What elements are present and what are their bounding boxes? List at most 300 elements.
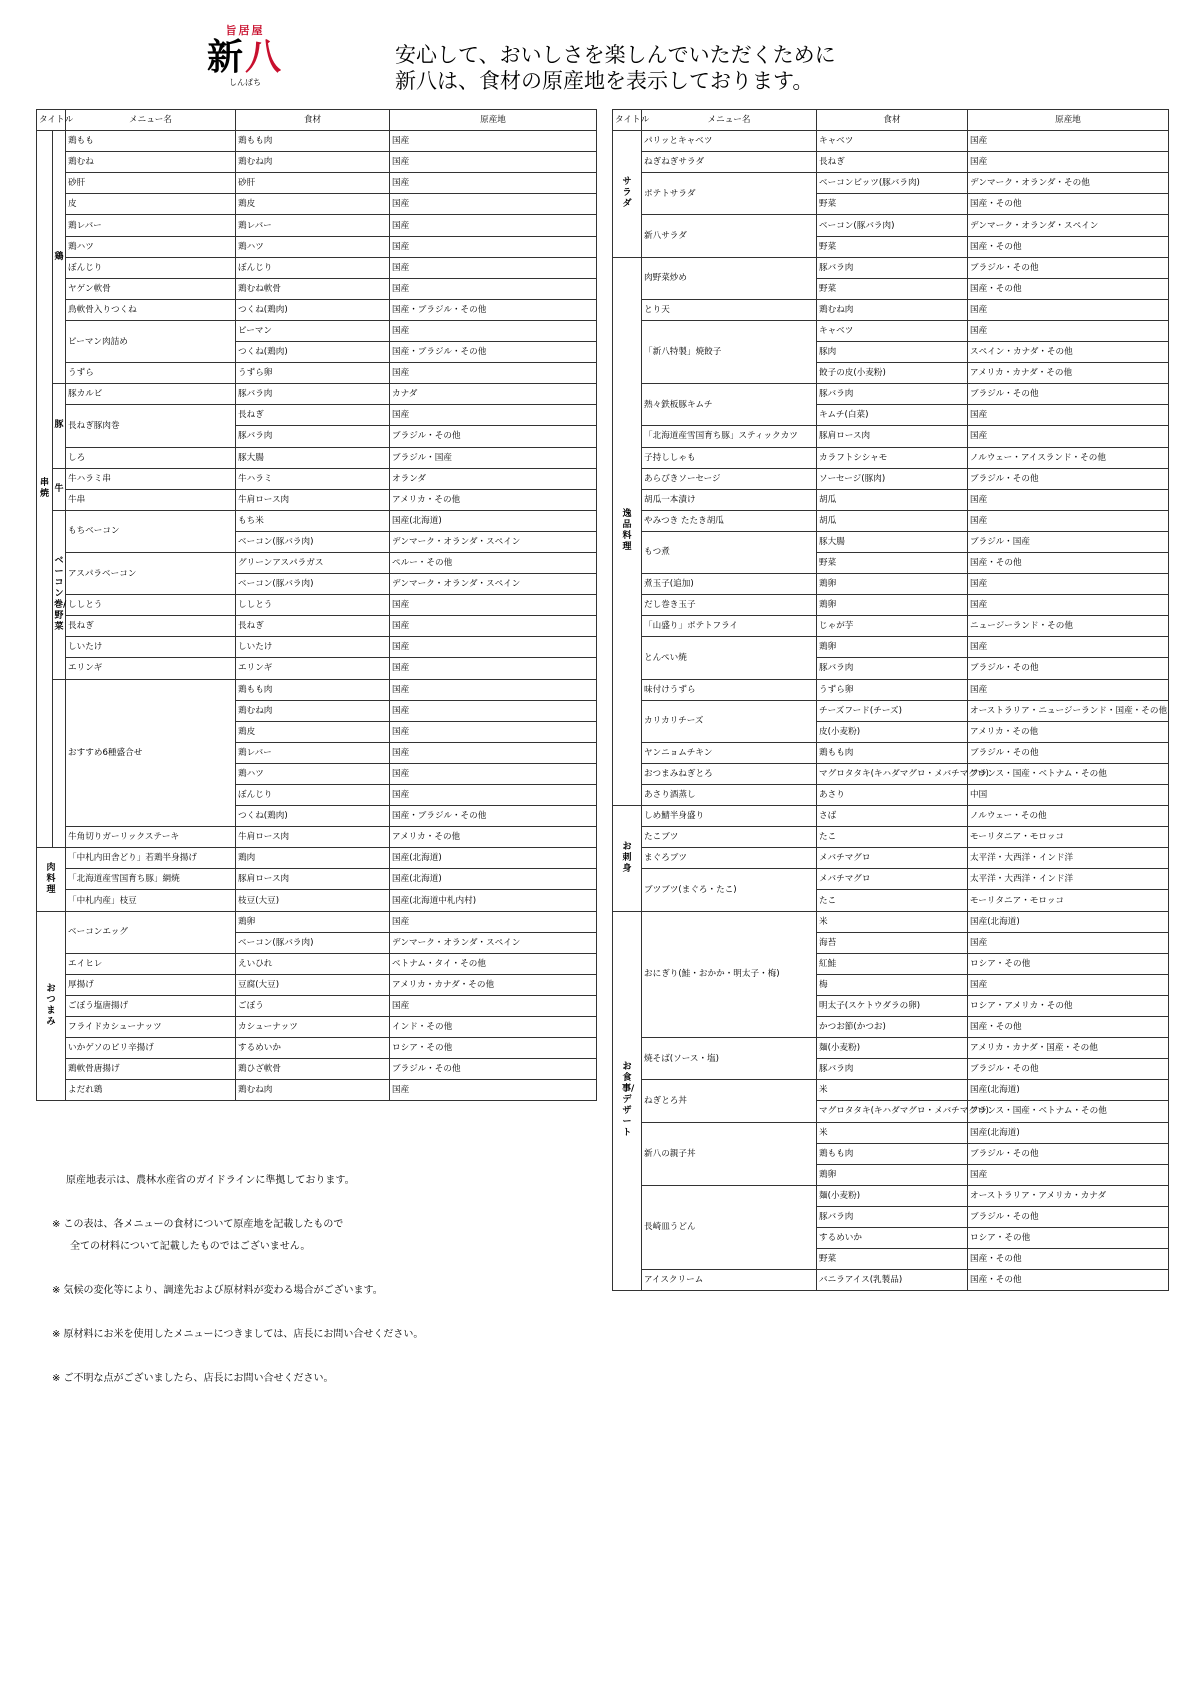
table-row	[37, 489, 597, 510]
category-label-text: おつまみ	[46, 983, 56, 1027]
origin: ブラジル・その他	[968, 1143, 1169, 1164]
menu-name: ねぎとろ丼	[642, 1080, 817, 1122]
table-row	[613, 742, 1169, 763]
ingredient: 鶏卵	[817, 574, 968, 595]
origin: 国産	[390, 320, 597, 341]
origin: ブラジル・その他	[968, 658, 1169, 679]
table-row	[613, 510, 1169, 531]
ingredient: 米	[817, 1080, 968, 1101]
ingredient: 豚バラ肉	[817, 1059, 968, 1080]
origin: ブラジル・その他	[968, 257, 1169, 278]
origin: アメリカ・カナダ・その他	[390, 974, 597, 995]
ingredient: 野菜	[817, 278, 968, 299]
ingredient: 鶏卵	[236, 911, 390, 932]
category-label-text: 牛	[54, 483, 64, 494]
origin: 国産	[390, 152, 597, 173]
menu-name: だし巻き玉子	[642, 595, 817, 616]
ingredient: ぼんじり	[236, 785, 390, 806]
menu-name: しいたけ	[66, 637, 236, 658]
table-row	[37, 974, 597, 995]
table-row	[37, 1059, 597, 1080]
logo-reading: しんぱち	[229, 78, 261, 87]
origin: スペイン・カナダ・その他	[968, 342, 1169, 363]
origin: 国産・ブラジル・その他	[390, 806, 597, 827]
ingredient: ベーコン(豚バラ肉)	[236, 531, 390, 552]
ingredient: 砂肝	[236, 173, 390, 194]
category-label	[613, 131, 642, 258]
menu-name: 牛ハラミ串	[66, 468, 236, 489]
ingredient: カラフトシシャモ	[817, 447, 968, 468]
origin: 国産	[390, 1080, 597, 1101]
table-row	[37, 405, 597, 426]
category-label-text: サラダ	[622, 177, 632, 210]
origin: ブラジル・その他	[968, 384, 1169, 405]
origin: ベトナム・タイ・その他	[390, 953, 597, 974]
origin: 国産・その他	[968, 1017, 1169, 1038]
origin: 国産	[390, 278, 597, 299]
table-row	[37, 869, 597, 890]
ingredient: 長ねぎ	[817, 152, 968, 173]
table-row	[37, 827, 597, 848]
table-row	[37, 637, 597, 658]
category-label	[613, 257, 642, 805]
menu-name: 新八サラダ	[642, 215, 817, 257]
menu-name: ヤンニョムチキン	[642, 742, 817, 763]
logo	[190, 24, 300, 94]
origin: 国産	[968, 1164, 1169, 1185]
origin: 国産(北海道)	[390, 510, 597, 531]
ingredient: マグロタタキ(キハダマグロ・メバチマグロ)	[817, 1101, 968, 1122]
ingredient: 鶏ハツ	[236, 236, 390, 257]
ingredient: 野菜	[817, 552, 968, 573]
menu-name: ぼんじり	[66, 257, 236, 278]
table-row	[613, 848, 1169, 869]
ingredient: ベーコン(豚バラ肉)	[236, 932, 390, 953]
ingredient: 紅鮭	[817, 953, 968, 974]
category-label	[613, 806, 642, 911]
ingredient: 豚大腸	[236, 447, 390, 468]
ingredient: たこ	[817, 890, 968, 911]
ingredient: じゃが芋	[817, 616, 968, 637]
origin: ロシア・その他	[390, 1038, 597, 1059]
menu-name: エイヒレ	[66, 953, 236, 974]
ingredient: 鶏むね肉	[236, 152, 390, 173]
table-row	[613, 637, 1169, 658]
origin: 国産(北海道)	[968, 1122, 1169, 1143]
ingredient: グリーンアスパラガス	[236, 552, 390, 573]
table-row	[37, 320, 597, 341]
category-label	[613, 911, 642, 1291]
ingredient: かつお節(かつお)	[817, 1017, 968, 1038]
menu-name: 牛角切りガーリックステーキ	[66, 827, 236, 848]
origin: 国産・その他	[968, 278, 1169, 299]
ingredient: えいひれ	[236, 953, 390, 974]
origin: 国産	[390, 616, 597, 637]
origin: 国産・その他	[968, 236, 1169, 257]
menu-name: 砂肝	[66, 173, 236, 194]
table-row	[37, 173, 597, 194]
table-row	[37, 679, 597, 700]
menu-name: ブツブツ(まぐろ・たこ)	[642, 869, 817, 911]
headline-line-2: 新八は、食材の原産地を表示しております。	[395, 69, 814, 93]
ingredient: 鶏レバー	[236, 742, 390, 763]
ingredient: 鶏むね肉	[817, 299, 968, 320]
category-label-text: お刺身	[622, 841, 632, 874]
ingredient: するめいか	[236, 1038, 390, 1059]
table-row	[37, 384, 597, 405]
ingredient: 鶏卵	[817, 637, 968, 658]
menu-name: しろ	[66, 447, 236, 468]
origin-table-right	[612, 109, 1169, 1291]
logo-char-hachi: 八	[245, 37, 284, 78]
origin: ブラジル・その他	[968, 1206, 1169, 1227]
ingredient: キャベツ	[817, 320, 968, 341]
origin: 太平洋・大西洋・インド洋	[968, 848, 1169, 869]
menu-name: あさり酒蒸し	[642, 785, 817, 806]
origin: ブラジル・その他	[390, 426, 597, 447]
menu-name: 長ねぎ豚肉巻	[66, 405, 236, 447]
menu-name: 「新八特製」焼餃子	[642, 320, 817, 383]
ingredient: 牛肩ロース肉	[236, 489, 390, 510]
category-label	[53, 510, 66, 679]
category-label	[53, 468, 66, 510]
table-row	[613, 152, 1169, 173]
ingredient: ベーコン(豚バラ肉)	[817, 215, 968, 236]
header-menu: メニュー名	[642, 110, 817, 131]
table-row	[613, 869, 1169, 890]
ingredient: もち米	[236, 510, 390, 531]
origin: ノルウェー・その他	[968, 806, 1169, 827]
origin: 国産	[968, 595, 1169, 616]
origin: 国産	[968, 932, 1169, 953]
origin: 国産	[390, 131, 597, 152]
origin: ニュージーランド・その他	[968, 616, 1169, 637]
ingredient: 鶏皮	[236, 721, 390, 742]
table-row	[37, 447, 597, 468]
ingredient: 豚大腸	[817, 531, 968, 552]
origin: 国産	[390, 405, 597, 426]
menu-name: 鶏ハツ	[66, 236, 236, 257]
table-row	[37, 236, 597, 257]
ingredient: うずら卵	[817, 679, 968, 700]
ingredient: キャベツ	[817, 131, 968, 152]
origin: 国産	[390, 700, 597, 721]
ingredient: ぼんじり	[236, 257, 390, 278]
ingredient: 豚バラ肉	[817, 658, 968, 679]
ingredient: つくね(鶏肉)	[236, 806, 390, 827]
ingredient: 野菜	[817, 236, 968, 257]
menu-name: 豚カルビ	[66, 384, 236, 405]
table-row	[613, 763, 1169, 784]
ingredient: 豚肩ロース肉	[817, 426, 968, 447]
origin: 中国	[968, 785, 1169, 806]
category-label-text: ベーコン巻/野菜	[54, 556, 67, 633]
ingredient: うずら卵	[236, 363, 390, 384]
menu-name: おつまみねぎとろ	[642, 763, 817, 784]
headline-line-1: 安心して、おいしさを楽しんでいただくために	[395, 43, 836, 67]
header-menu: メニュー名	[66, 110, 236, 131]
menu-name: ヤゲン軟骨	[66, 278, 236, 299]
origin: 国産	[968, 637, 1169, 658]
table-row	[613, 911, 1169, 932]
menu-name: 味付けうずら	[642, 679, 817, 700]
ingredient: たこ	[817, 827, 968, 848]
ingredient: ごぼう	[236, 995, 390, 1016]
ingredient: 鶏むね肉	[236, 700, 390, 721]
origin: 国産(北海道)	[968, 1080, 1169, 1101]
origin: 国産	[390, 194, 597, 215]
origin: 国産	[968, 426, 1169, 447]
category-label	[37, 911, 66, 1101]
origin: 国産	[390, 257, 597, 278]
table-row	[37, 1080, 597, 1101]
origin: 国産(北海道)	[390, 848, 597, 869]
category-label	[53, 131, 66, 384]
table-row	[37, 131, 597, 152]
origin: 国産・その他	[968, 1249, 1169, 1270]
table-header-row	[613, 110, 1169, 131]
origin: アメリカ・カナダ・その他	[968, 363, 1169, 384]
origin: 国産	[390, 763, 597, 784]
menu-name: 焼そば(ソース・塩)	[642, 1038, 817, 1080]
ingredient: 麺(小麦粉)	[817, 1185, 968, 1206]
ingredient: 明太子(スケトウダラの卵)	[817, 995, 968, 1016]
menu-name: 長ねぎ	[66, 616, 236, 637]
ingredient: 鶏もも肉	[236, 131, 390, 152]
origin: デンマーク・オランダ・スペイン	[390, 531, 597, 552]
table-row	[613, 679, 1169, 700]
menu-name: もつ煮	[642, 531, 817, 573]
ingredient: 鶏ひざ軟骨	[236, 1059, 390, 1080]
table-row	[37, 215, 597, 236]
ingredient: 枝豆(大豆)	[236, 890, 390, 911]
ingredient: 豚バラ肉	[236, 384, 390, 405]
origin: 国産	[390, 363, 597, 384]
origin: 国産	[968, 131, 1169, 152]
ingredient: チーズフード(チーズ)	[817, 700, 968, 721]
ingredient: さば	[817, 806, 968, 827]
origin: カナダ	[390, 384, 597, 405]
note-contact: ※ ご不明な点がございましたら、店長にお問い合せください。	[52, 1373, 334, 1384]
origin: 国産	[390, 785, 597, 806]
ingredient: 牛肩ロース肉	[236, 827, 390, 848]
ingredient: マグロタタキ(キハダマグロ・メバチマグロ)	[817, 763, 968, 784]
ingredient: メバチマグロ	[817, 869, 968, 890]
ingredient: 鶏もも肉	[236, 679, 390, 700]
table-row	[613, 257, 1169, 278]
ingredient: あさり	[817, 785, 968, 806]
ingredient: 鶏むね肉	[236, 1080, 390, 1101]
origin: アメリカ・その他	[968, 721, 1169, 742]
ingredient: 鶏肉	[236, 848, 390, 869]
ingredient: 豚バラ肉	[817, 1206, 968, 1227]
ingredient: 胡瓜	[817, 510, 968, 531]
table-row	[613, 1080, 1169, 1101]
origin: アメリカ・その他	[390, 827, 597, 848]
origin: 国産	[968, 405, 1169, 426]
menu-name: フライドカシューナッツ	[66, 1017, 236, 1038]
menu-name: 皮	[66, 194, 236, 215]
header-title: タイトル	[37, 110, 66, 131]
table-row	[37, 911, 597, 932]
menu-name: やみつき たたき胡瓜	[642, 510, 817, 531]
origin: 国産	[390, 679, 597, 700]
origin: オーストラリア・ニュージーランド・国産・その他	[968, 700, 1169, 721]
origin: ブラジル・その他	[968, 468, 1169, 489]
headline	[395, 42, 836, 94]
ingredient: メバチマグロ	[817, 848, 968, 869]
menu-name: たこブツ	[642, 827, 817, 848]
menu-name: 鳥軟骨入りつくね	[66, 299, 236, 320]
origin: オランダ	[390, 468, 597, 489]
origin: 国産(北海道中札内村)	[390, 890, 597, 911]
ingredient: しいたけ	[236, 637, 390, 658]
menu-name: 新八の親子丼	[642, 1122, 817, 1185]
table-row	[613, 215, 1169, 236]
table-row	[37, 658, 597, 679]
table-row	[37, 363, 597, 384]
table-row	[37, 152, 597, 173]
origin: 国産	[968, 299, 1169, 320]
origin: インド・その他	[390, 1017, 597, 1038]
ingredient: エリンギ	[236, 658, 390, 679]
origin: 国産	[390, 658, 597, 679]
header-origin: 原産地	[968, 110, 1169, 131]
table-row	[613, 595, 1169, 616]
origin: ブラジル・国産	[968, 531, 1169, 552]
ingredient: 豆腐(大豆)	[236, 974, 390, 995]
origin: デンマーク・オランダ・スペイン	[390, 574, 597, 595]
ingredient: 胡瓜	[817, 489, 968, 510]
origin: 国産・ブラジル・その他	[390, 299, 597, 320]
ingredient: 長ねぎ	[236, 616, 390, 637]
origin: ロシア・その他	[968, 1227, 1169, 1248]
menu-name: 「中札内産」枝豆	[66, 890, 236, 911]
menu-name: エリンギ	[66, 658, 236, 679]
table-row	[613, 806, 1169, 827]
ingredient: 鶏レバー	[236, 215, 390, 236]
ingredient: 長ねぎ	[236, 405, 390, 426]
menu-name: おすすめ6種盛合せ	[66, 679, 236, 827]
origin: 国産	[968, 510, 1169, 531]
header-title: タイトル	[613, 110, 642, 131]
table-row	[37, 194, 597, 215]
origin: フランス・国産・ベトナム・その他	[968, 763, 1169, 784]
origin: ブラジル・国産	[390, 447, 597, 468]
table-row	[37, 1038, 597, 1059]
menu-name: 子持ししゃも	[642, 447, 817, 468]
ingredient: 鶏皮	[236, 194, 390, 215]
table-row	[37, 995, 597, 1016]
ingredient: バニラアイス(乳製品)	[817, 1270, 968, 1291]
menu-name: 牛串	[66, 489, 236, 510]
category-label-text: 鶏	[54, 251, 64, 262]
table-row	[613, 574, 1169, 595]
ingredient: ししとう	[236, 595, 390, 616]
header-ingredient: 食材	[236, 110, 390, 131]
ingredient: 米	[817, 911, 968, 932]
origin: 国産	[390, 911, 597, 932]
category-label	[53, 679, 66, 848]
menu-name: 熱々鉄板豚キムチ	[642, 384, 817, 426]
origin: 太平洋・大西洋・インド洋	[968, 869, 1169, 890]
menu-name: ポテトサラダ	[642, 173, 817, 215]
origin: ノルウェー・アイスランド・その他	[968, 447, 1169, 468]
origin: 国産	[968, 489, 1169, 510]
origin: ブラジル・その他	[968, 742, 1169, 763]
menu-name: ごぼう塩唐揚げ	[66, 995, 236, 1016]
ingredient: ベーコン(豚バラ肉)	[236, 574, 390, 595]
menu-name: ピーマン肉詰め	[66, 320, 236, 362]
ingredient: つくね(鶏肉)	[236, 342, 390, 363]
origin: デンマーク・オランダ・スペイン	[390, 932, 597, 953]
ingredient: 野菜	[817, 1249, 968, 1270]
ingredient: カシューナッツ	[236, 1017, 390, 1038]
table-row	[37, 953, 597, 974]
logo-mark	[190, 38, 300, 78]
ingredient: 米	[817, 1122, 968, 1143]
menu-name: 「北海道産雪国育ち豚」網焼	[66, 869, 236, 890]
origin: ブラジル・その他	[968, 1059, 1169, 1080]
origin: フランス・国産・ベトナム・その他	[968, 1101, 1169, 1122]
ingredient: 餃子の皮(小麦粉)	[817, 363, 968, 384]
origin: 国産	[390, 173, 597, 194]
menu-name: もちベーコン	[66, 510, 236, 552]
origin: 国産	[968, 152, 1169, 173]
origin: デンマーク・オランダ・スペイン	[968, 215, 1169, 236]
category-label	[53, 384, 66, 468]
origin: モーリタニア・モロッコ	[968, 827, 1169, 848]
ingredient: 梅	[817, 974, 968, 995]
menu-name: アイスクリーム	[642, 1270, 817, 1291]
table-row	[613, 384, 1169, 405]
category-label-text: 逸品料理	[622, 509, 632, 553]
ingredient: 海苔	[817, 932, 968, 953]
table-row	[37, 552, 597, 573]
table-row	[37, 848, 597, 869]
origin: 国産・ブラジル・その他	[390, 342, 597, 363]
ingredient: 鶏卵	[817, 595, 968, 616]
table-row	[613, 785, 1169, 806]
menu-name: 「中札内田舎どり」若鶏半身揚げ	[66, 848, 236, 869]
table-row	[613, 299, 1169, 320]
table-row	[613, 320, 1169, 341]
menu-name: いかゲソのピリ辛揚げ	[66, 1038, 236, 1059]
table-row	[37, 257, 597, 278]
menu-name: ねぎねぎサラダ	[642, 152, 817, 173]
ingredient: 皮(小麦粉)	[817, 721, 968, 742]
origin: 国産	[968, 574, 1169, 595]
ingredient: 鶏もも肉	[817, 1143, 968, 1164]
table-row	[37, 616, 597, 637]
category-label-text: 豚	[54, 420, 64, 431]
ingredient: 鶏ハツ	[236, 763, 390, 784]
table-row	[613, 489, 1169, 510]
table-row	[613, 131, 1169, 152]
category-label	[37, 131, 53, 848]
origin: アメリカ・その他	[390, 489, 597, 510]
origin: モーリタニア・モロッコ	[968, 890, 1169, 911]
table-row	[613, 827, 1169, 848]
menu-name: 煮玉子(追加)	[642, 574, 817, 595]
logo-tagline: 旨居屋	[225, 24, 265, 37]
origin: 国産	[390, 236, 597, 257]
logo-char-shin: 新	[206, 37, 245, 78]
origin: オーストラリア・アメリカ・カナダ	[968, 1185, 1169, 1206]
ingredient: 鶏卵	[817, 1164, 968, 1185]
menu-name: パリッとキャベツ	[642, 131, 817, 152]
ingredient: 鶏むね軟骨	[236, 278, 390, 299]
